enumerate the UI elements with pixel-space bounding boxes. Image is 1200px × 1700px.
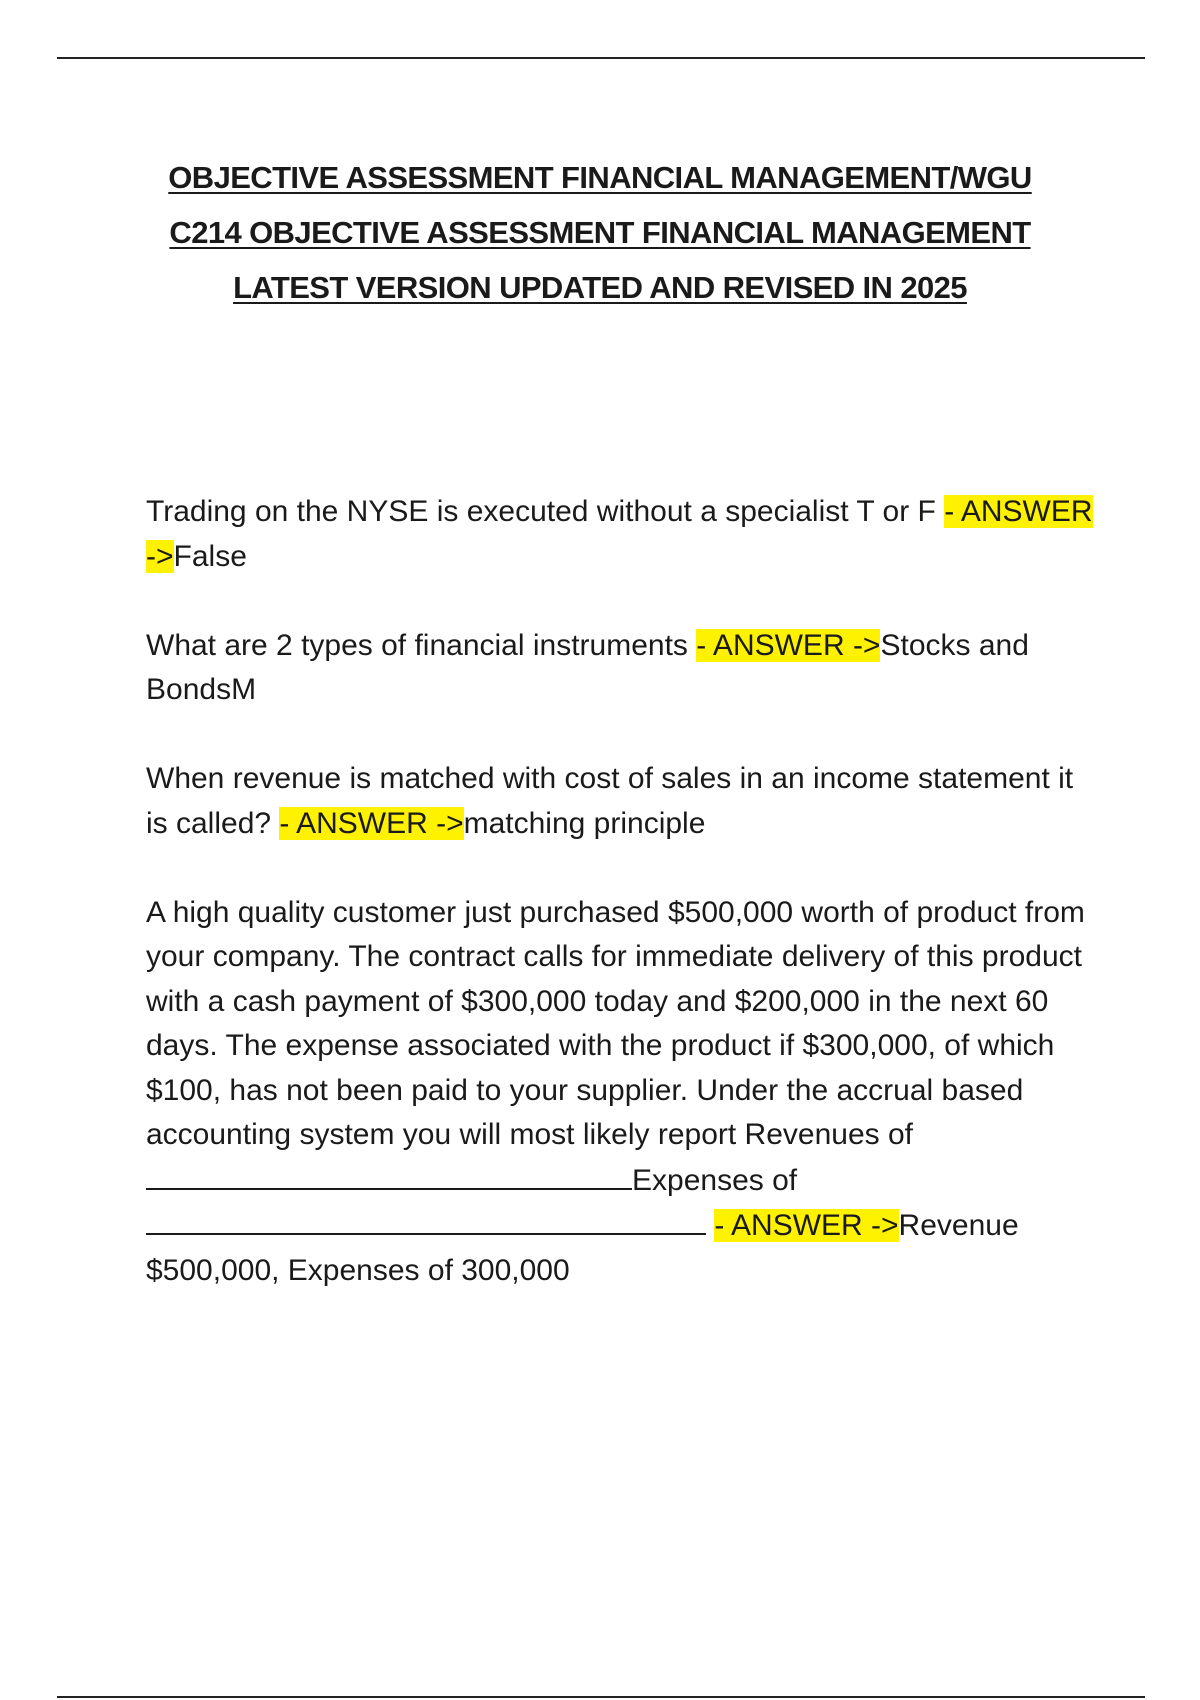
question-item: [146, 757, 1096, 846]
answer-marker: - ANSWER ->: [696, 628, 881, 662]
blank-line: [146, 1203, 706, 1235]
bottom-rule: [57, 1696, 1145, 1698]
answer-text: Revenue $500,000, Expenses of 300,000: [146, 1209, 1019, 1287]
top-rule: [57, 57, 1145, 59]
question-text-continued: Expenses of: [632, 1163, 798, 1197]
question-text: What are 2 types of financial instruments: [146, 628, 697, 662]
question-text: Trading on the NYSE is executed without a specialist T or F: [146, 495, 945, 528]
answer-marker: - ANSWER ->: [279, 806, 464, 840]
question-item: [146, 490, 1096, 579]
answer-marker: - ANSWER ->: [714, 1209, 899, 1242]
title-line-3: LATEST VERSION UPDATED AND REVISED IN 2025: [233, 270, 967, 305]
question-item: [146, 624, 1096, 713]
answer-text: matching principle: [463, 806, 706, 840]
question-list: [146, 490, 1096, 1338]
title-line-2: C214 OBJECTIVE ASSESSMENT FINANCIAL MANAGEMENT: [169, 215, 1031, 250]
question-text: When revenue is matched with cost of sales in an income statement it is called?: [146, 762, 1074, 840]
answer-text: Stocks and BondsM: [146, 628, 1029, 706]
question-item: [146, 891, 1096, 1294]
question-text: A high quality customer just purchased $500,000 worth of product from your company. The contract calls for immediate delivery of this product with a cash payment of $300,000 today and $200,000 in the next 60 days. The expense associated with the product if $300,000, of which $100, has not been paid to your supplier. Under the accrual based accounting system you will most likely report Revenues of: [146, 895, 1085, 1151]
document-title: [100, 150, 1100, 315]
blank-line: [146, 1158, 632, 1190]
answer-marker: - ANSWER ->: [146, 495, 1093, 573]
answer-text: False: [173, 539, 247, 573]
title-line-1: OBJECTIVE ASSESSMENT FINANCIAL MANAGEMENT/WGU: [168, 160, 1032, 195]
